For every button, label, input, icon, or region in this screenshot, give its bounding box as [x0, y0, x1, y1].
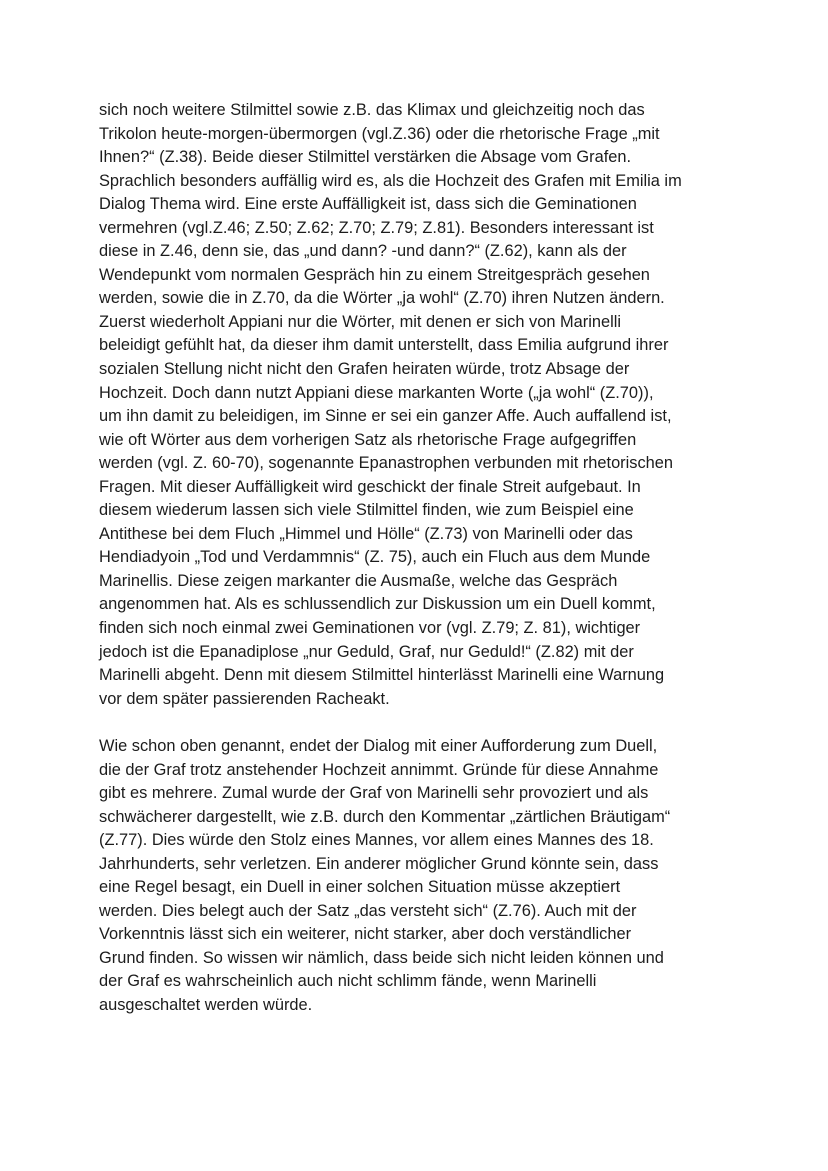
text-line: eine Regel besagt, ein Duell in einer solchen Situation müsse akzeptiert — [99, 878, 621, 897]
text-line: Wie schon oben genannt, endet der Dialog mit einer Aufforderung zum Duell, — [99, 737, 658, 755]
text-line: Sprachlich besonders auffällig wird es, als die Hochzeit des Grafen mit Emilia im — [99, 171, 682, 190]
text-line: Zuerst wiederholt Appiani nur die Wörter, mit denen er sich von Marinelli — [99, 312, 622, 331]
text-line: vermehren (vgl.Z.46; Z.50; Z.62; Z.70; Z.79; Z.81). Besonders interessant ist — [99, 218, 654, 237]
text-line: angenommen hat. Als es schlussendlich zur Diskussion um ein Duell kommt, — [99, 595, 656, 614]
text-line: Marinelli abgeht. Denn mit diesem Stilmittel hinterlässt Marinelli eine Warnung — [99, 666, 665, 685]
text-line: Jahrhunderts, sehr verletzen. Ein anderer möglicher Grund könnte sein, dass — [99, 854, 659, 873]
text-line: jedoch ist die Epanadiplose „nur Geduld, Graf, nur Geduld!“ (Z.82) mit der — [99, 642, 634, 661]
text-line: Vorkenntnis lässt sich ein weiterer, nicht starker, aber doch verständlicher — [99, 925, 632, 944]
text-line: Dialog Thema wird. Eine erste Auffälligkeit ist, dass sich die Geminationen — [99, 195, 637, 214]
text-line: werden (vgl. Z. 60-70), sogenannte Epanastrophen verbunden mit rhetorischen — [99, 454, 674, 473]
text-line: Ihnen?“ (Z.38). Beide dieser Stilmittel verstärken die Absage vom Grafen. — [99, 148, 632, 167]
text-line: Fragen. Mit dieser Auffälligkeit wird geschickt der finale Streit aufgebaut. In — [99, 477, 641, 496]
text-line: die der Graf trotz anstehender Hochzeit annimmt. Gründe für diese Annahme — [99, 760, 659, 779]
text-line: ausgeschaltet werden würde. — [99, 996, 313, 1015]
text-line: Wendepunkt vom normalen Gespräch hin zu einem Streitgespräch gesehen — [99, 265, 650, 284]
text-line: Marinellis. Diese zeigen markanter die Ausmaße, welche das Gespräch — [99, 571, 618, 590]
text-line: wie oft Wörter aus dem vorherigen Satz als rhetorische Frage aufgegriffen — [99, 430, 637, 449]
text-line: diesem wiederum lassen sich viele Stilmittel finden, wie zum Beispiel eine — [99, 501, 634, 520]
text-line: um ihn damit zu beleidigen, im Sinne er sei ein ganzer Affe. Auch auffallend ist, — [99, 407, 672, 426]
paragraph-duell-gruende — [99, 735, 739, 1018]
paragraph-stilmittel — [99, 99, 739, 711]
text-line: werden. Dies belegt auch der Satz „das versteht sich“ (Z.76). Auch mit der — [99, 901, 637, 920]
text-line: schwächerer dargestellt, wie z.B. durch den Kommentar „zärtlichen Bräutigam“ — [99, 807, 671, 826]
text-line: Hendiadyoin „Tod und Verdammnis“ (Z. 75), auch ein Fluch aus dem Munde — [99, 548, 651, 567]
text-line: werden, sowie die in Z.70, da die Wörter „ja wohl“ (Z.70) ihren Nutzen ändern. — [99, 289, 665, 308]
text-line: finden sich noch einmal zwei Geminationen vor (vgl. Z.79; Z. 81), wichtiger — [99, 619, 641, 638]
text-line: gibt es mehrere. Zumal wurde der Graf von Marinelli sehr provoziert und als — [99, 784, 649, 803]
text-line: sich noch weitere Stilmittel sowie z.B. das Klimax und gleichzeitig noch das — [99, 101, 645, 119]
text-line: Grund finden. So wissen wir nämlich, dass beide sich nicht leiden können und — [99, 948, 664, 967]
text-line: beleidigt gefühlt hat, da dieser ihm damit unterstellt, dass Emilia aufgrund ihrer — [99, 336, 669, 355]
text-line: diese in Z.46, denn sie, das „und dann? -und dann?“ (Z.62), kann als der — [99, 242, 627, 261]
text-line: Antithese bei dem Fluch „Himmel und Hölle“ (Z.73) von Marinelli oder das — [99, 524, 633, 543]
text-line: vor dem später passierenden Racheakt. — [99, 689, 390, 708]
text-line: Trikolon heute-morgen-übermorgen (vgl.Z.36) oder die rhetorische Frage „mit — [99, 124, 660, 143]
text-line: der Graf es wahrscheinlich auch nicht schlimm fände, wenn Marinelli — [99, 972, 597, 991]
text-line: (Z.77). Dies würde den Stolz eines Mannes, vor allem eines Mannes des 18. — [99, 831, 654, 850]
text-line: Hochzeit. Doch dann nutzt Appiani diese markanten Worte („ja wohl“ (Z.70)), — [99, 383, 654, 402]
text-line: sozialen Stellung nicht nicht den Grafen heiraten würde, trotz Absage der — [99, 360, 630, 379]
